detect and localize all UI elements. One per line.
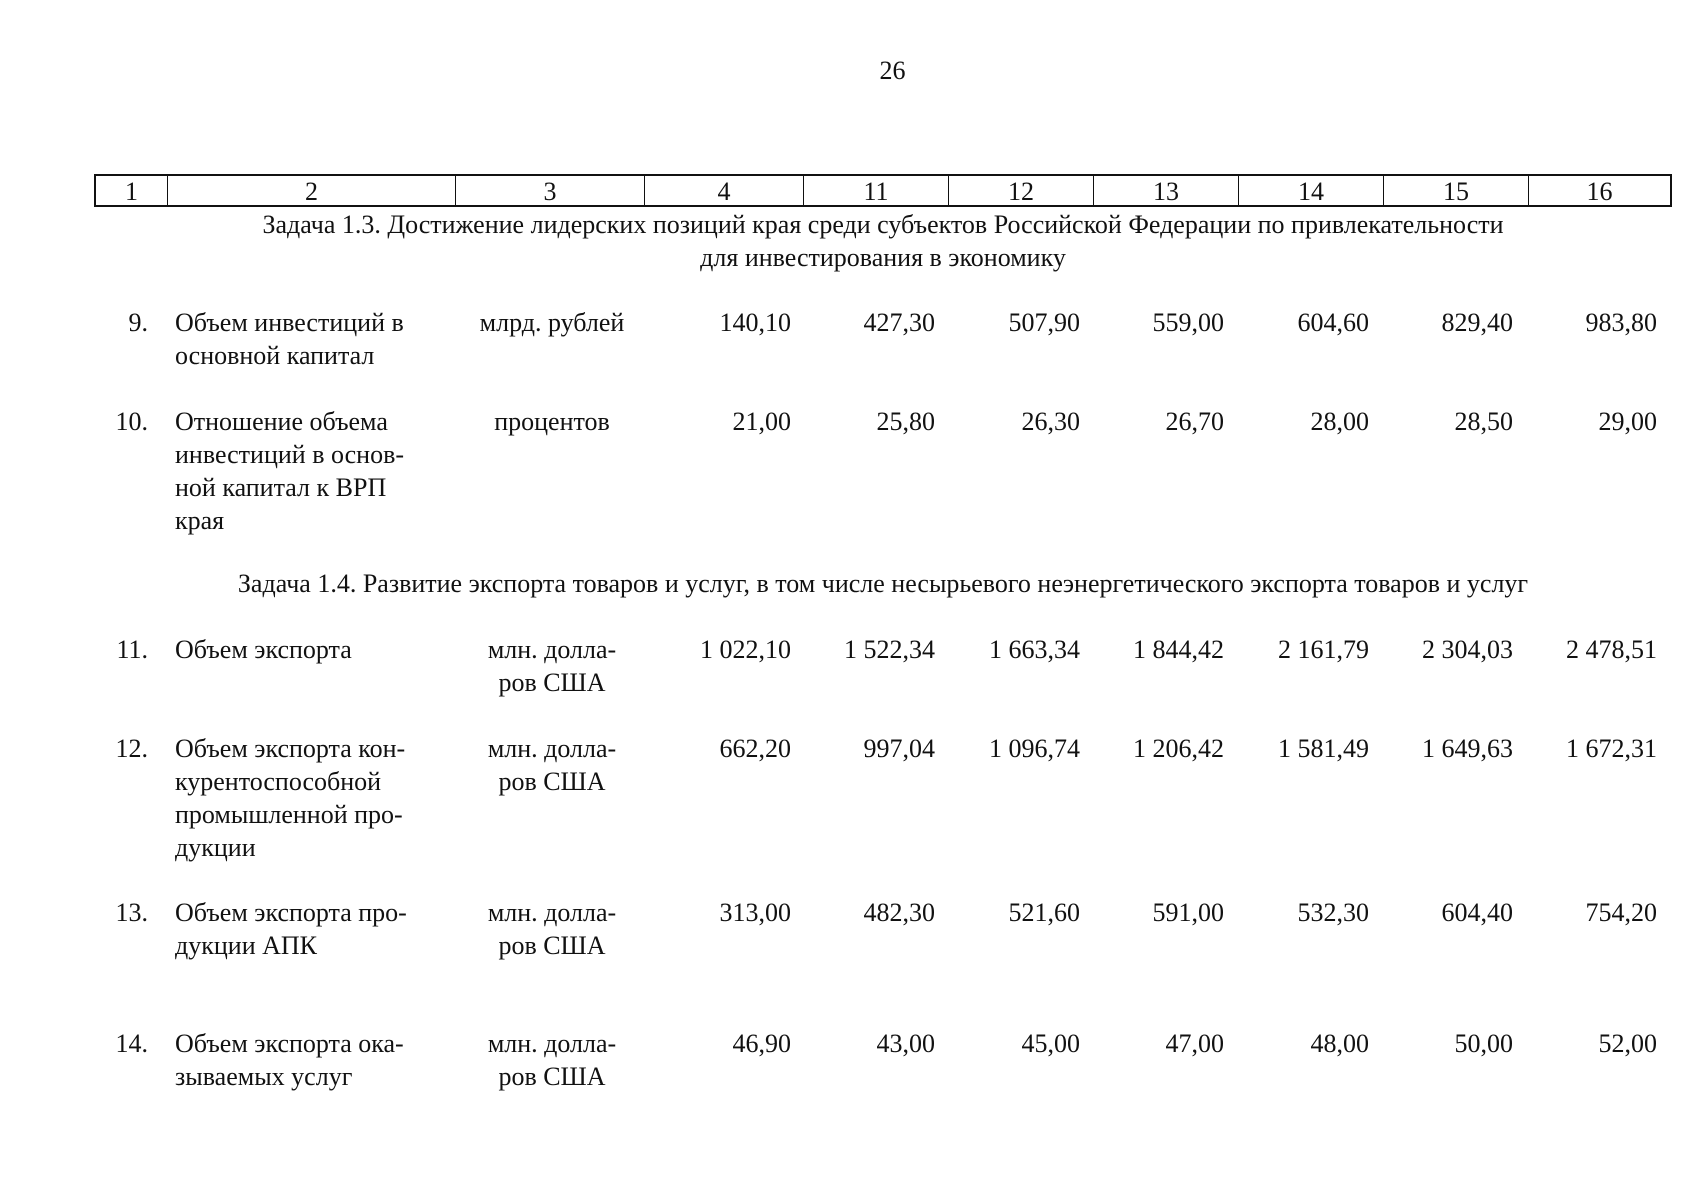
value-col-13: 591,00 — [1152, 898, 1224, 927]
unit-line: процентов — [494, 407, 610, 436]
row-number: 13. — [115, 898, 148, 927]
indicator-name-line: инвестиций в основ- — [175, 440, 405, 469]
value-col-12: 45,00 — [1021, 1029, 1080, 1058]
value-col-11: 997,04 — [863, 734, 935, 763]
unit-line: ров США — [498, 767, 606, 796]
value-col-13: 47,00 — [1165, 1029, 1224, 1058]
value-col-12: 521,60 — [1008, 898, 1080, 927]
indicator-name — [175, 633, 445, 666]
value-col-16: 2 478,51 — [1566, 635, 1657, 664]
indicator-name — [175, 405, 445, 537]
value-col-12: 26,30 — [1021, 407, 1080, 436]
indicator-name-line: Объем экспорта кон- — [175, 734, 406, 763]
value-col-12: 1 096,74 — [989, 734, 1080, 763]
table-header-row — [94, 174, 1672, 207]
value-col-11: 427,30 — [863, 308, 935, 337]
task-1-3-title-line-2: для инвестирования в экономику — [700, 243, 1066, 272]
value-col-14: 48,00 — [1310, 1029, 1369, 1058]
indicator-name-line: курентоспособной — [175, 767, 382, 796]
header-col-2: 2 — [168, 176, 456, 205]
unit — [462, 306, 642, 339]
indicator-name-line: ной капитал к ВРП — [175, 473, 387, 502]
unit-line: ров США — [498, 1062, 606, 1091]
value-col-14: 2 161,79 — [1278, 635, 1369, 664]
value-col-15: 2 304,03 — [1422, 635, 1513, 664]
indicator-name-line: дукции — [175, 833, 256, 862]
unit — [462, 405, 642, 438]
header-col-14: 14 — [1239, 176, 1384, 205]
value-col-16: 754,20 — [1585, 898, 1657, 927]
unit-line: млн. долла- — [487, 898, 617, 927]
task-1-3-title-line-1: Задача 1.3. Достижение лидерских позиций края среди субъектов Российской Федерации по привлекательности — [262, 210, 1504, 239]
header-col-11: 11 — [804, 176, 949, 205]
value-col-15: 1 649,63 — [1422, 734, 1513, 763]
value-col-14: 1 581,49 — [1278, 734, 1369, 763]
unit-line: млрд. рублей — [479, 308, 625, 337]
value-col-4: 313,00 — [719, 898, 791, 927]
indicator-name — [175, 306, 445, 372]
value-col-16: 1 672,31 — [1566, 734, 1657, 763]
indicator-name — [175, 732, 445, 864]
value-col-4: 140,10 — [719, 308, 791, 337]
value-col-4: 46,90 — [732, 1029, 791, 1058]
unit — [462, 1027, 642, 1093]
unit — [462, 896, 642, 962]
unit-line: млн. долла- — [487, 635, 617, 664]
value-col-16: 52,00 — [1598, 1029, 1657, 1058]
value-col-12: 507,90 — [1008, 308, 1080, 337]
indicator-name — [175, 896, 445, 962]
value-col-4: 21,00 — [732, 407, 791, 436]
indicator-name-line: промышленной про- — [175, 800, 403, 829]
header-col-4: 4 — [645, 176, 804, 205]
row-number: 14. — [115, 1029, 148, 1058]
indicator-name-line: Объем экспорта — [175, 635, 352, 664]
task-1-4-title — [94, 567, 1672, 600]
value-col-13: 26,70 — [1165, 407, 1224, 436]
value-col-12: 1 663,34 — [989, 635, 1080, 664]
header-col-16: 16 — [1586, 177, 1613, 206]
header-col-1: 1 — [96, 176, 168, 205]
value-col-11: 1 522,34 — [844, 635, 935, 664]
value-col-11: 25,80 — [876, 407, 935, 436]
task-1-4-title-line-1: Задача 1.4. Развитие экспорта товаров и услуг, в том числе несырьевого неэнергетического экспорта товаров и услуг — [237, 569, 1529, 598]
header-col-15: 15 — [1384, 176, 1529, 205]
value-col-11: 43,00 — [876, 1029, 935, 1058]
value-col-15: 604,40 — [1441, 898, 1513, 927]
value-col-14: 532,30 — [1297, 898, 1369, 927]
unit-line: ров США — [498, 668, 606, 697]
indicator-name-line: Объем инвестиций в — [175, 308, 404, 337]
unit — [462, 633, 642, 699]
unit — [462, 732, 642, 798]
indicator-name-line: основной капитал — [175, 341, 375, 370]
value-col-4: 1 022,10 — [700, 635, 791, 664]
value-col-16: 29,00 — [1598, 407, 1657, 436]
indicator-name-line: края — [175, 506, 225, 535]
indicator-name — [175, 1027, 445, 1093]
value-col-15: 28,50 — [1454, 407, 1513, 436]
header-col-3: 3 — [456, 176, 645, 205]
value-col-15: 829,40 — [1441, 308, 1513, 337]
value-col-13: 1 206,42 — [1133, 734, 1224, 763]
unit-line: млн. долла- — [487, 1029, 617, 1058]
header-col-13: 13 — [1094, 176, 1239, 205]
row-number: 9. — [128, 308, 148, 337]
row-number: 12. — [115, 734, 148, 763]
row-number: 10. — [115, 407, 148, 436]
value-col-11: 482,30 — [863, 898, 935, 927]
indicator-name-line: зываемых услуг — [175, 1062, 353, 1091]
unit-line: млн. долла- — [487, 734, 617, 763]
task-1-3-title — [94, 208, 1672, 274]
value-col-14: 604,60 — [1297, 308, 1369, 337]
header-col-12: 12 — [949, 176, 1094, 205]
indicator-name-line: Объем экспорта про- — [175, 898, 407, 927]
unit-line: ров США — [498, 931, 606, 960]
indicator-name-line: дукции АПК — [175, 931, 317, 960]
value-col-15: 50,00 — [1454, 1029, 1513, 1058]
value-col-13: 1 844,42 — [1133, 635, 1224, 664]
value-col-14: 28,00 — [1310, 407, 1369, 436]
page-number: 26 — [879, 56, 906, 85]
row-number: 11. — [116, 635, 148, 664]
value-col-16: 983,80 — [1585, 308, 1657, 337]
indicator-name-line: Объем экспорта ока- — [175, 1029, 404, 1058]
value-col-4: 662,20 — [719, 734, 791, 763]
indicator-name-line: Отношение объема — [175, 407, 388, 436]
value-col-13: 559,00 — [1152, 308, 1224, 337]
